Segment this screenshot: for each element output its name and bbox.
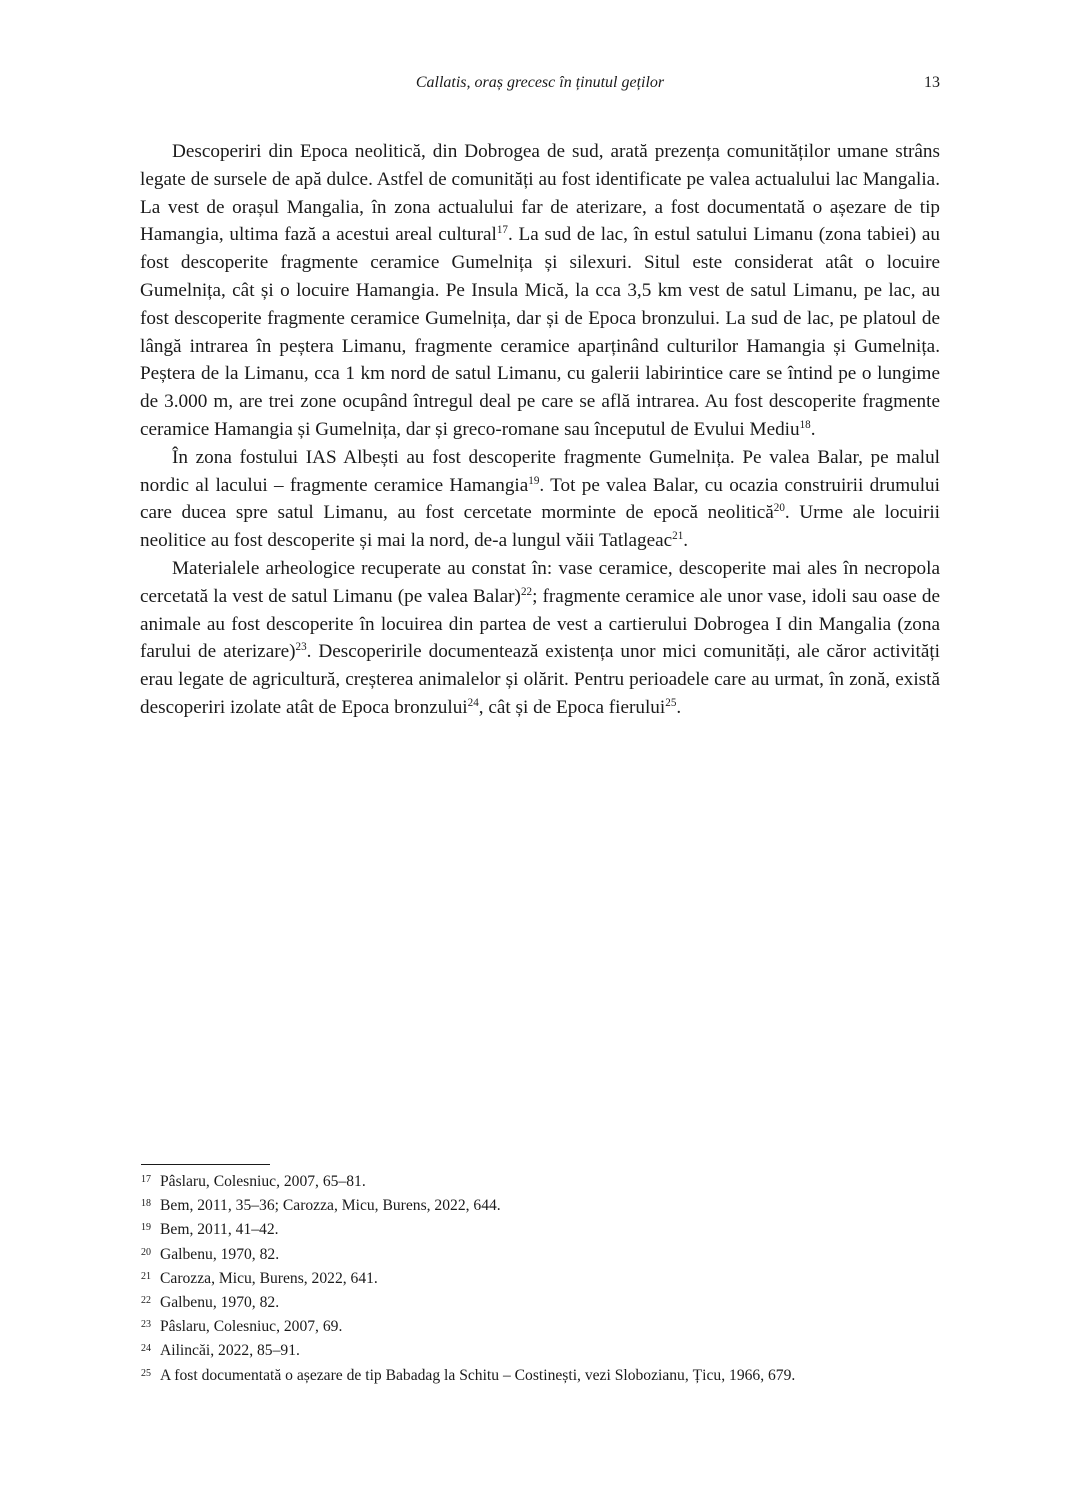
text-run: , cât și de Epoca fierului: [478, 696, 666, 718]
footnote-text: A fost documentată o așezare de tip Babadag la Schitu – Costinești, vezi Slobozianu, Țicu, 1966, 679.: [160, 1366, 796, 1384]
footnote-text: Bem, 2011, 35–36; Carozza, Micu, Burens, 2022, 644.: [160, 1197, 501, 1215]
footnote: [141, 1315, 941, 1339]
footnote-number: 21: [141, 1270, 151, 1282]
footnote-text: Galbenu, 1970, 82.: [160, 1245, 280, 1263]
footnote-number: 24: [141, 1343, 151, 1355]
footnote-number: 25: [141, 1367, 151, 1379]
footnote-number: 19: [141, 1222, 151, 1234]
paragraph: [140, 555, 940, 722]
footnote: [141, 1194, 941, 1218]
footnote-reference[interactable]: 18: [799, 418, 811, 431]
footnote-text: Bem, 2011, 41–42.: [160, 1221, 279, 1239]
footnote-reference[interactable]: 23: [295, 641, 307, 654]
text-run: . La sud de lac, în estul satului Limanu (zona tabiei) au fost descoperite fragmente ceramice Gumelnița și silexuri. Situl este considerat atât o locuire Gumelnița, cât și o locuire Hamangia. Pe Insula Mică, la cca 3,5 km vest de satul Limanu, pe lac, au fost descoperite fragmente ceramice Gumelnița, dar și de Epoca bronzului. La sud de lac, pe platoul de lângă intrarea în peștera Limanu, fragmente ceramice aparținând culturilor Hamangia și Gumelnița. Peștera de la Limanu, cca 1 km nord de satul Limanu, cu galerii labirintice care se întind pe o lungime de 3.000 m, are trei zone ocupând întregul deal pe care se află intrarea. Au fost descoperite fragmente ceramice Hamangia și Gumelnița, dar și greco-romane sau începutul de Evului Mediu: [140, 224, 940, 440]
footnote-reference[interactable]: 20: [773, 502, 785, 515]
footnote: [141, 1243, 941, 1267]
footnote-reference[interactable]: 21: [672, 529, 684, 542]
text-run: .: [683, 530, 689, 552]
footnote: [141, 1170, 941, 1194]
footnote-reference[interactable]: 24: [467, 696, 479, 709]
text-run: ; fragmente ceramice ale unor vase, idoli sau oase de animale au fost descoperite în locuirea din partea de vest a cartierului Dobrogea I din Mangalia (zona farului de aterizare): [140, 585, 940, 663]
footnotes: [141, 1170, 941, 1388]
footnote-text: Pâslaru, Colesniuc, 2007, 69.: [160, 1318, 343, 1336]
footnote: [141, 1339, 941, 1363]
footnote: [141, 1291, 941, 1315]
paragraph: [140, 444, 940, 555]
footnote-reference[interactable]: 22: [520, 585, 533, 598]
footnote-number: 20: [141, 1246, 151, 1258]
footnote-number: 22: [141, 1295, 151, 1307]
footnote-number: 18: [141, 1198, 151, 1210]
footnote-text: Galbenu, 1970, 82.: [160, 1294, 280, 1312]
footnote-number: 17: [141, 1174, 151, 1185]
paragraph: [140, 138, 940, 444]
running-title: Callatis, oraș grecesc în ținutul geților: [415, 74, 665, 91]
running-head: [140, 72, 940, 96]
body-text: [140, 138, 940, 722]
footnote-reference[interactable]: 17: [496, 224, 508, 237]
text-run: Materialele arheologice recuperate au constat în: vase ceramice, descoperite mai ales în necropola cercetată la vest de satul Limanu (pe valea Balar): [140, 557, 940, 607]
footnote: [141, 1267, 941, 1291]
text-run: . Descoperirile documentează existența unor mici comunități, ale căror activități erau legate de agricultură, creșterea animalelor și olărit. Pentru perioadele care au urmat, în zonă, există descoperiri izolate atât de Epoca bronzului: [140, 641, 940, 718]
footnote-text: Carozza, Micu, Burens, 2022, 641.: [160, 1269, 378, 1287]
text-run: . Urme ale locuirii neolitice au fost descoperite și mai la nord, de-a lungul văii Tatlageac: [140, 502, 941, 552]
footnote: [141, 1218, 941, 1242]
text-run: .: [810, 418, 816, 440]
footnote-separator: [141, 1164, 270, 1165]
footnote-reference[interactable]: 19: [528, 474, 540, 487]
text-run: Descoperiri din Epoca neolitică, din Dobrogea de sud, arată prezența comunităților umane strâns legate de sursele de apă dulce. Astfel de comunități au fost identificate pe valea actualului lac Mangalia. La vest de orașul Mangalia, în zona actualului far de aterizare, a fost documentată o așezare de tip Hamangia, ultima fază a acestui areal cultural: [140, 141, 940, 246]
footnote-number: 23: [141, 1319, 151, 1331]
text-run: .: [676, 696, 682, 718]
footnote: [141, 1364, 941, 1388]
text-run: . Tot pe valea Balar, cu ocazia construirii drumului care ducea spre satul Limanu, au fost cercetate morminte de epocă neolitică: [140, 474, 940, 524]
footnote-reference[interactable]: 25: [665, 696, 677, 709]
footnote-text: Pâslaru, Colesniuc, 2007, 65–81.: [160, 1173, 366, 1190]
text-run: În zona fostului IAS Albești au fost descoperite fragmente Gumelnița. Pe valea Balar, pe malul nordic al lacului – fragmente ceramice Hamangia: [140, 446, 940, 496]
footnote-text: Ailincăi, 2022, 85–91.: [160, 1342, 300, 1360]
page-number: 13: [924, 74, 940, 91]
